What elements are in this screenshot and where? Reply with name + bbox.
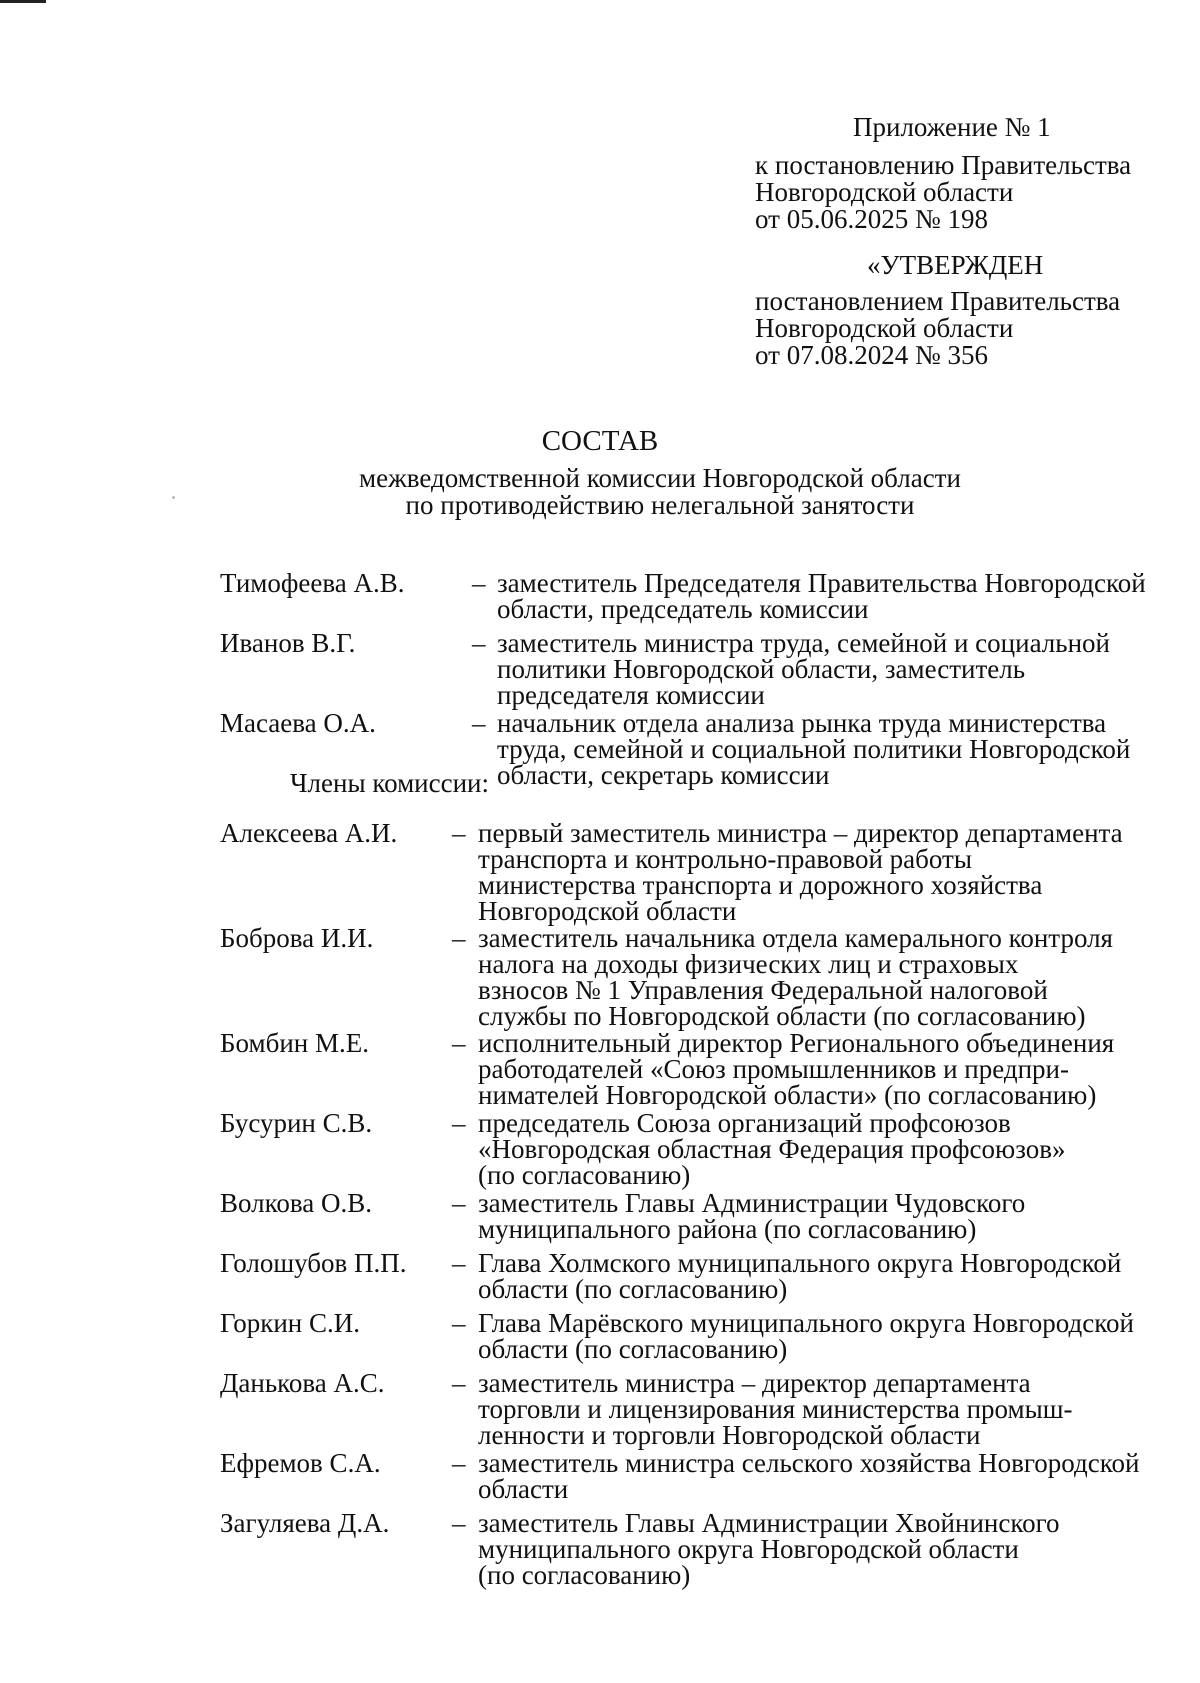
entry-description-line: первый заместитель министра – директор департамента — [478, 818, 1123, 848]
leader-name: Иванов В.Г. — [220, 628, 356, 658]
member-name: Боброва И.И. — [220, 923, 374, 953]
entry-description-line: исполнительный директор Регионального объединения — [478, 1028, 1115, 1058]
member-name: Данькова А.С. — [220, 1368, 385, 1398]
entry-description-line: области (по согласованию) — [478, 1274, 788, 1304]
entry-description-line: заместитель Председателя Правительства Новгородской — [497, 568, 1146, 598]
entry-dash: – — [452, 1308, 466, 1338]
entry-dash: – — [452, 1188, 466, 1218]
entry-description-line: (по согласованию) — [478, 1160, 691, 1190]
approval-title: «УТВЕРЖДЕН — [867, 250, 1044, 280]
entry-description-line: начальник отдела анализа рынка труда министерства — [497, 708, 1107, 738]
entry-dash: – — [472, 628, 486, 658]
member-name: Волкова О.В. — [220, 1188, 373, 1218]
entry-description-line: торговли и лицензирования министерства промыш- — [478, 1394, 1073, 1424]
entry-dash: – — [452, 1508, 466, 1538]
entry-description-line: области (по согласованию) — [478, 1334, 788, 1364]
entry-description-line: транспорта и контрольно-правовой работы — [478, 844, 972, 874]
entry-description-line: Новгородской области — [478, 896, 737, 926]
entry-description-line: «Новгородская областная Федерация профсоюзов» — [478, 1134, 1066, 1164]
entry-description-line: заместитель министра – директор департамента — [478, 1368, 1031, 1398]
entry-description-line: области, председатель комиссии — [497, 594, 869, 624]
entry-description-line: министерства транспорта и дорожного хозяйства — [478, 870, 1043, 900]
entry-description-line: области, секретарь комиссии — [497, 760, 830, 790]
document-title: СОСТАВ — [541, 425, 659, 457]
entry-description-line: муниципального района (по согласованию) — [478, 1214, 977, 1244]
member-name: Бусурин С.В. — [220, 1108, 373, 1138]
entry-dash: – — [452, 1448, 466, 1478]
leader-name: Масаева О.А. — [220, 708, 376, 738]
entry-description-line: труда, семейной и социальной политики Новгородской — [497, 734, 1131, 764]
appendix-line: Новгородской области — [755, 177, 1014, 207]
entry-description-line: председателя комиссии — [497, 680, 765, 710]
member-name: Горкин С.И. — [220, 1308, 361, 1338]
entry-description-line: нимателей Новгородской области» (по согласованию) — [478, 1080, 1097, 1110]
appendix-title: Приложение № 1 — [853, 112, 1051, 142]
entry-description-line: заместитель министра сельского хозяйства Новгородской — [478, 1448, 1140, 1478]
appendix-reference — [755, 152, 1131, 233]
subtitle-line: межведомственной комиссии Новгородской области — [359, 463, 961, 493]
entry-description-line: заместитель министра труда, семейной и социальной — [497, 628, 1110, 658]
member-name: Алексеева А.И. — [220, 818, 398, 848]
members-label: Члены комиссии: — [290, 768, 489, 798]
scan-corner-mark — [0, 0, 46, 3]
entry-description-line: заместитель начальника отдела камерального контроля — [478, 923, 1113, 953]
appendix-line: к постановлению Правительства — [755, 150, 1132, 180]
entry-description-line: области — [478, 1474, 569, 1504]
approval-line: постановлением Правительства — [755, 286, 1121, 316]
entry-description-line: Глава Марёвского муниципального округа Новгородской — [478, 1308, 1134, 1338]
entry-description-line: налога на доходы физических лиц и страховых — [478, 949, 1019, 979]
entry-description-line: заместитель Главы Администрации Чудовского — [478, 1188, 1026, 1218]
entry-description-line: председатель Союза организаций профсоюзов — [478, 1108, 1011, 1138]
approval-reference — [755, 288, 1120, 369]
entry-dash: – — [452, 1028, 466, 1058]
entry-dash: – — [452, 1108, 466, 1138]
entry-dash: – — [452, 1248, 466, 1278]
entry-description-line: заместитель Главы Администрации Хвойнинского — [478, 1508, 1060, 1538]
entry-description-line: взносов № 1 Управления Федеральной налоговой — [478, 975, 1048, 1005]
entry-dash: – — [452, 818, 466, 848]
subtitle-line: по противодействию нелегальной занятости — [405, 490, 915, 520]
member-name: Голошубов П.П. — [220, 1248, 407, 1278]
leader-name: Тимофеева А.В. — [220, 568, 405, 598]
entry-description-line: службы по Новгородской области (по согласованию) — [478, 1001, 1086, 1031]
entry-dash: – — [472, 568, 486, 598]
member-name: Загуляева Д.А. — [220, 1508, 390, 1538]
entry-dash: – — [472, 708, 486, 738]
appendix-line: от 05.06.2025 № 198 — [755, 204, 988, 234]
approval-line: Новгородской области — [755, 313, 1014, 343]
entry-description-line: ленности и торговли Новгородской области — [478, 1420, 981, 1450]
entry-description-line: работодателей «Союз промышленников и предпри- — [478, 1054, 1069, 1084]
entry-description-line: Глава Холмского муниципального округа Новгородской — [478, 1248, 1122, 1278]
member-name: Бомбин М.Е. — [220, 1028, 369, 1058]
approval-line: от 07.08.2024 № 356 — [755, 340, 988, 370]
entry-description-line: политики Новгородской области, заместитель — [497, 654, 1026, 684]
entry-dash: – — [452, 1368, 466, 1398]
entry-description-line: (по согласованию) — [478, 1560, 691, 1590]
member-name: Ефремов С.А. — [220, 1448, 381, 1478]
document-subtitle — [60, 465, 1200, 519]
entry-dash: – — [452, 923, 466, 953]
entry-description-line: муниципального округа Новгородской области — [478, 1534, 1019, 1564]
